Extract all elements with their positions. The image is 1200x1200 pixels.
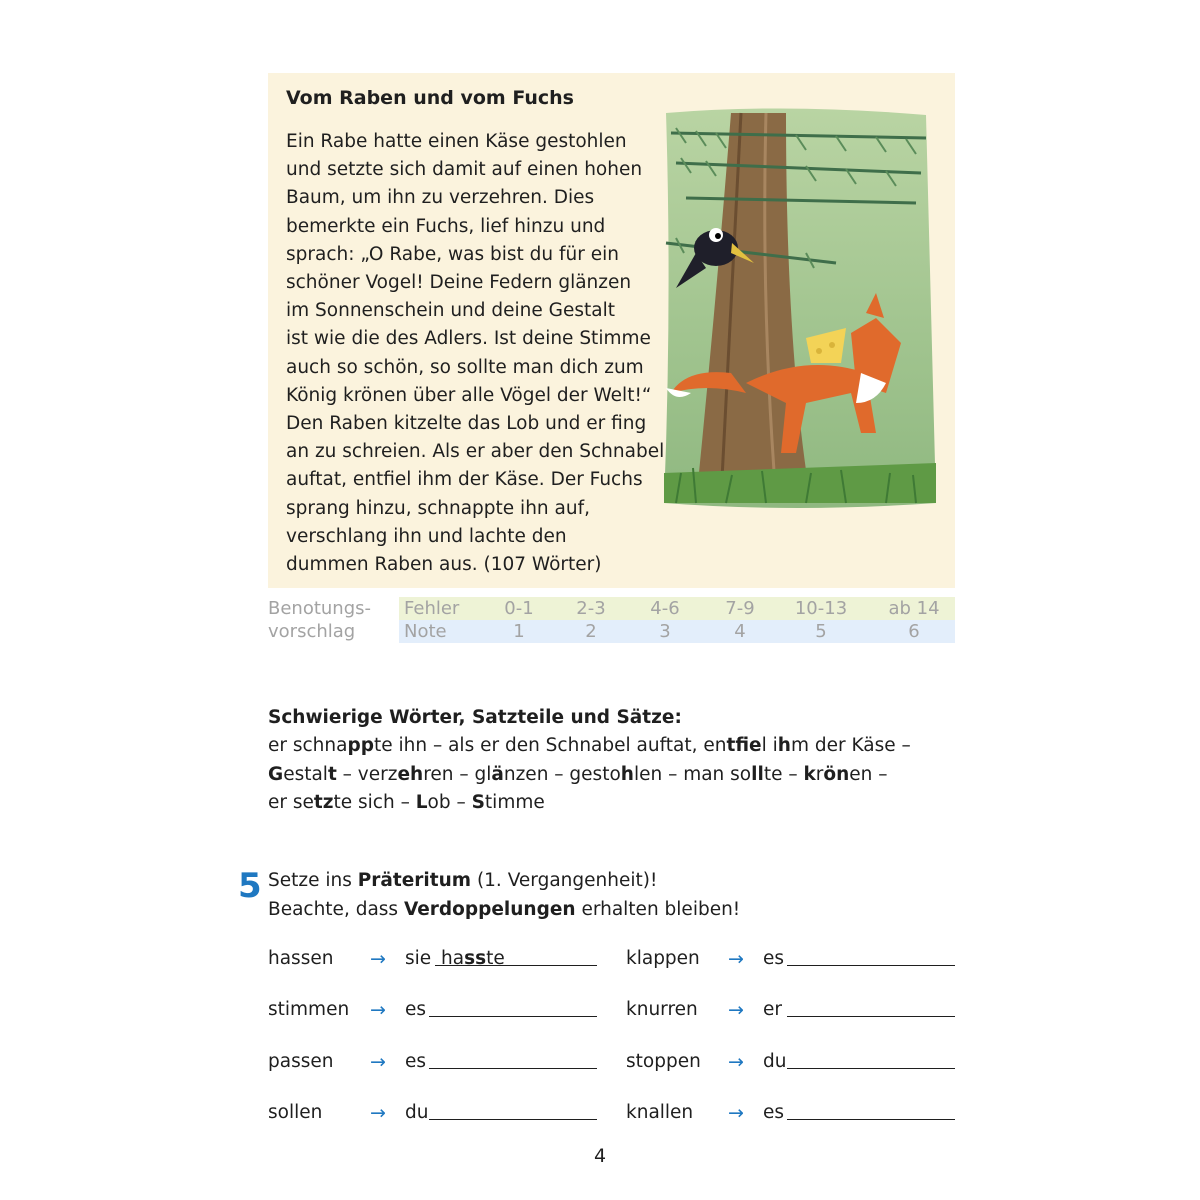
- exercise-row: [268, 995, 597, 1025]
- story-line: König krönen über alle Vögel der Welt!“: [286, 384, 652, 406]
- story-title: Vom Raben und vom Fuchs: [286, 87, 574, 109]
- arrow-right-icon: →: [728, 1051, 744, 1073]
- exercise-verb: knurren: [626, 999, 698, 1020]
- arrow-right-icon: →: [728, 1102, 744, 1124]
- arrow-right-icon: →: [370, 999, 386, 1021]
- story-line: sprach: „O Rabe, was bist du für ein: [286, 243, 619, 265]
- text-segment: Beachte, dass: [268, 899, 404, 920]
- story-line: dummen Raben aus. (107 Wörter): [286, 554, 602, 576]
- fehler-cell: 2-3: [576, 598, 606, 619]
- highlighted-letters: tfie: [726, 735, 762, 757]
- note-cell: 6: [908, 621, 920, 642]
- story-line: sprang hinzu, schnappte ihn auf,: [286, 497, 590, 519]
- exercise-verb: stoppen: [626, 1051, 701, 1072]
- text-segment: timme: [484, 791, 545, 813]
- fehler-cell: 10-13: [794, 598, 848, 619]
- exercise-pronoun: es: [405, 999, 427, 1020]
- exercise-pronoun: du: [763, 1051, 787, 1072]
- text-segment: en –: [849, 763, 888, 785]
- note-row: [399, 620, 955, 643]
- story-line: im Sonnenschein und deine Gestalt: [286, 300, 615, 322]
- story-line: Baum, um ihn zu verzehren. Dies: [286, 187, 595, 209]
- text-segment: r: [815, 763, 824, 785]
- text-segment: m der Käse –: [790, 735, 911, 757]
- note-label: Note: [404, 621, 447, 642]
- answer-blank-line[interactable]: [787, 1119, 955, 1120]
- difficult-words-line: [268, 789, 911, 817]
- grading-table: [268, 597, 955, 643]
- story-line: auch so schön, so sollte man dich zum: [286, 356, 644, 378]
- highlighted-letters: Verdoppelungen: [403, 899, 576, 920]
- story-line: auftat, entfiel ihm der Käse. Der Fuchs: [286, 469, 643, 491]
- note-cell: 3: [659, 621, 671, 642]
- grading-label-line2: vorschlag: [268, 621, 356, 642]
- answer-blank-line[interactable]: [787, 1068, 955, 1069]
- exercise-pronoun: es: [405, 1051, 427, 1072]
- text-segment: – verz: [336, 763, 398, 785]
- highlighted-letters: S: [471, 791, 485, 813]
- exercise-pronoun: sie: [405, 948, 432, 969]
- answer-blank-line[interactable]: [429, 1068, 597, 1069]
- exercise-row: [268, 1047, 597, 1077]
- highlighted-letters: Präteritum: [357, 870, 472, 891]
- difficult-words-line: [268, 761, 911, 789]
- fehler-cell: 7-9: [725, 598, 755, 619]
- difficult-words-line: [268, 732, 911, 760]
- story-line: Ein Rabe hatte einen Käse gestohlen: [286, 131, 627, 152]
- answer-blank-line[interactable]: [429, 1016, 597, 1017]
- arrow-right-icon: →: [370, 948, 386, 970]
- exercise-row: [268, 944, 597, 974]
- text-segment: erhalten bleiben!: [575, 899, 741, 920]
- text-segment: te: [486, 948, 505, 969]
- arrow-right-icon: →: [728, 948, 744, 970]
- example-answer: [441, 944, 505, 974]
- text-segment: er schna: [268, 735, 348, 757]
- highlighted-letters: ss: [464, 948, 487, 969]
- difficult-words-section: [268, 704, 911, 817]
- difficult-words-title: Schwierige Wörter, Satzteile und Sätze:: [268, 707, 682, 728]
- highlighted-letters: ll: [751, 763, 764, 785]
- fehler-cell: 4-6: [650, 598, 680, 619]
- highlighted-letters: G: [268, 763, 284, 785]
- exercise-row: [626, 1047, 955, 1077]
- story-line: ist wie die des Adlers. Ist deine Stimme: [286, 328, 651, 350]
- exercise-verb: sollen: [268, 1102, 323, 1123]
- highlighted-letters: k: [803, 763, 816, 785]
- highlighted-letters: tz: [313, 791, 334, 813]
- exercise-row: [268, 1098, 597, 1128]
- exercise-pronoun: es: [763, 1102, 785, 1123]
- highlighted-letters: t: [327, 763, 337, 785]
- exercise-row: [626, 1098, 955, 1128]
- exercise-verb: knallen: [626, 1102, 694, 1123]
- arrow-right-icon: →: [370, 1051, 386, 1073]
- text-segment: te –: [763, 763, 804, 785]
- text-segment: Setze ins: [268, 870, 358, 891]
- exercise-pronoun: du: [405, 1102, 429, 1123]
- story-text: [286, 128, 665, 579]
- exercise-verb: hassen: [268, 948, 334, 969]
- highlighted-letters: h: [620, 763, 634, 785]
- story-line: schöner Vogel! Deine Federn glänzen: [286, 272, 632, 294]
- highlighted-letters: ö: [823, 763, 837, 785]
- story-line: an zu schreien. Als er aber den Schnabel: [286, 441, 665, 463]
- story-box: [268, 73, 955, 588]
- exercise-verb: klappen: [626, 948, 700, 969]
- task-instruction-line: [268, 895, 740, 924]
- text-segment: nzen – gesto: [503, 763, 621, 785]
- highlighted-letters: n: [836, 763, 850, 785]
- raven-fox-illustration: [636, 103, 943, 508]
- note-cell: 5: [815, 621, 827, 642]
- exercise-pronoun: er: [763, 999, 782, 1020]
- text-segment: len – man so: [633, 763, 752, 785]
- text-segment: te ihn – als er den Schnabel auftat, en: [373, 735, 727, 757]
- fehler-cell: ab 14: [888, 598, 940, 619]
- exercise-verb: stimmen: [268, 999, 350, 1020]
- highlighted-letters: ä: [491, 763, 504, 785]
- exercise-row: [626, 944, 955, 974]
- text-segment: ren – gl: [423, 763, 492, 785]
- story-line: verschlang ihn und lachte den: [286, 525, 567, 547]
- text-segment: te sich –: [333, 791, 416, 813]
- story-line: bemerkte ein Fuchs, lief hinzu und: [286, 215, 606, 237]
- highlighted-letters: pp: [347, 735, 374, 757]
- exercise-row: [626, 995, 955, 1025]
- arrow-right-icon: →: [370, 1102, 386, 1124]
- note-cell: 4: [734, 621, 746, 642]
- task-instructions: [268, 866, 740, 924]
- text-segment: estal: [283, 763, 328, 785]
- answer-blank-line[interactable]: [787, 965, 955, 966]
- text-segment: ha: [441, 948, 465, 969]
- highlighted-letters: L: [415, 791, 428, 813]
- text-segment: er se: [268, 791, 314, 813]
- text-segment: l i: [761, 735, 778, 757]
- answer-blank-line[interactable]: [787, 1016, 955, 1017]
- answer-blank-line[interactable]: [429, 1119, 597, 1120]
- story-line: Den Raben kitzelte das Lob und er fing: [286, 413, 647, 435]
- fehler-label: Fehler: [404, 598, 460, 619]
- highlighted-letters: eh: [397, 763, 424, 785]
- arrow-right-icon: →: [728, 999, 744, 1021]
- fehler-row: [399, 597, 955, 620]
- exercise-verb: passen: [268, 1051, 334, 1072]
- grading-label-line1: Benotungs-: [268, 598, 372, 619]
- page-number: 4: [593, 1145, 607, 1167]
- note-cell: 1: [513, 621, 525, 642]
- story-line: und setzte sich damit auf einen hohen: [286, 159, 643, 181]
- task-instruction-line: [268, 866, 740, 895]
- task-number: 5: [238, 866, 262, 906]
- exercise-pronoun: es: [763, 948, 785, 969]
- highlighted-letters: h: [777, 735, 791, 757]
- text-segment: ob –: [427, 791, 472, 813]
- note-cell: 2: [585, 621, 597, 642]
- text-segment: (1. Vergangenheit)!: [471, 870, 658, 891]
- fehler-cell: 0-1: [504, 598, 534, 619]
